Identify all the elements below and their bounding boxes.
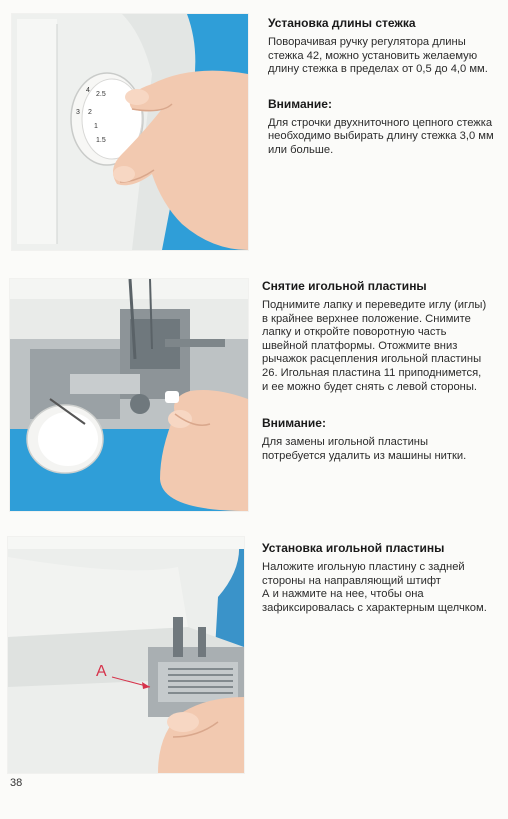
section-body: Наложите игольную пластину с задней стороны на направляющий штифт А и нажмите на нее, чтобы она зафиксировалась с характерным щелчком. (262, 561, 487, 614)
note-body: Для замены игольной пластины потребуется удалить из машины нитки. (262, 436, 467, 462)
note-body: Для строчки двухниточного цепного стежка необходимо выбирать длину стежка 3,0 мм или больше. (268, 116, 494, 156)
section-needle-plate-removal (262, 279, 500, 463)
stitch-dial-illustration (12, 14, 248, 250)
dial-mark-2-5: 2.5 (96, 91, 106, 98)
note-title: Внимание: (268, 96, 332, 111)
dial-mark-4: 4 (86, 87, 90, 94)
page-number: 38 (10, 777, 23, 789)
needle-plate-installation-illustration (8, 537, 244, 773)
pointer-label-a: A (96, 663, 107, 680)
needle-plate-removal-illustration (10, 279, 248, 511)
section-title: Установка игольной пластины (262, 541, 445, 555)
section-title: Установка длины стежка (268, 16, 416, 30)
photo-stitch-length-dial (12, 14, 248, 250)
dial-mark-1: 1 (94, 123, 98, 130)
dial-mark-3: 3 (76, 109, 80, 116)
section-body: Поднимите лапку и переведите иглу (иглы) в крайнее верхнее положение. Снимите лапку и откройте поворотную часть швейной платформы. Отожмите вниз рычажок расцепления игольной пластины 26. Игольная пластина 11 приподнимется, и ее можно будет снять с левой стороны. (262, 299, 487, 393)
photo-needle-plate-installation (8, 537, 244, 773)
section-body: Поворачивая ручку регулятора длины стежка 42, можно установить желаемую длину стежка в пределах от 0,5 до 4,0 мм. (268, 36, 488, 76)
note-title: Внимание: (262, 416, 326, 431)
photo-needle-plate-removal (10, 279, 248, 511)
dial-mark-2: 2 (88, 109, 92, 116)
section-stitch-length (268, 16, 500, 158)
section-needle-plate-installation (262, 541, 500, 615)
section-title: Снятие игольной пластины (262, 279, 427, 293)
dial-mark-1-5: 1.5 (96, 137, 106, 144)
